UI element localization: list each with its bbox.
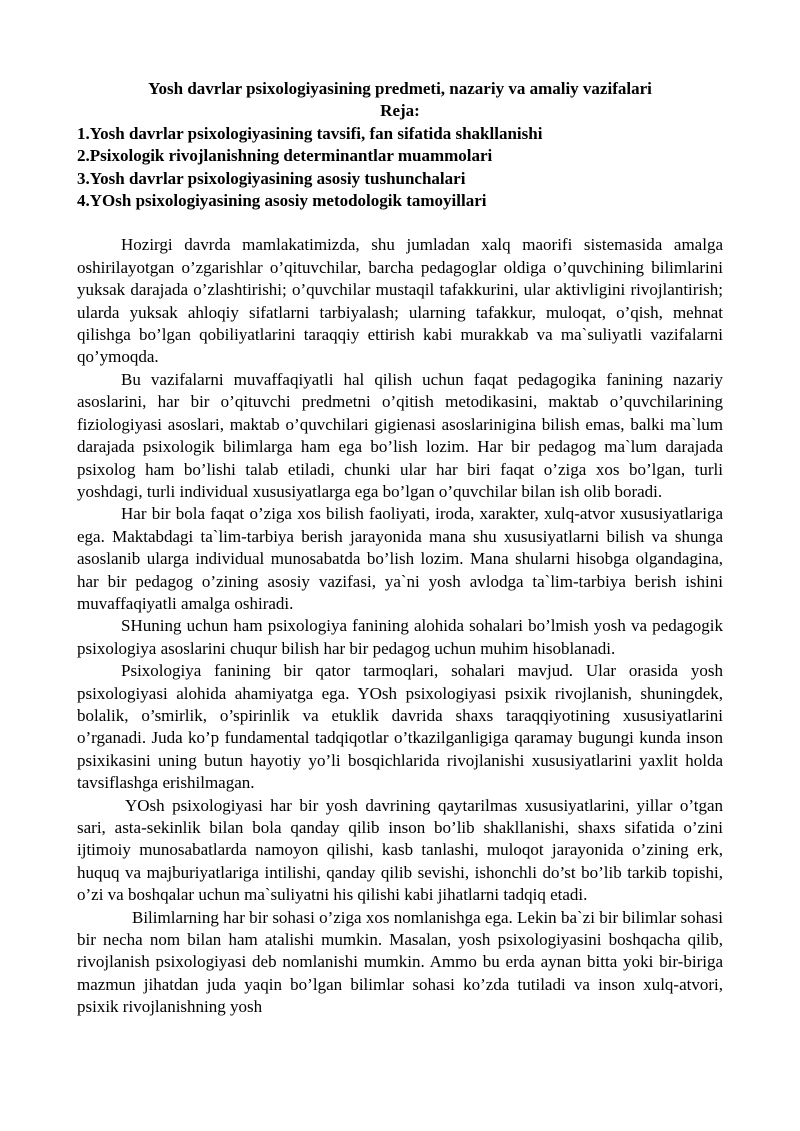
paragraph-7: Bilimlarning har bir sohasi o’ziga xos nomlanishga ega. Lekin ba`zi bir bilimlar sohasi bir necha nom bilan ham atalishi mumkin. Masalan, yosh psixologiyasini boshqacha qilib, rivojlanish psixologiyasi deb nomlanishi mumkin. Ammo bu erda aynan bitta yoki bir-biriga mazmun jihatdan juda yaqin bo’lgan bilimlar sohasi ko’zda tutiladi va inson xulq-atvori, psixik rivojlanishning yosh — [77, 907, 723, 1017]
document-title: Yosh davrlar psixologiyasining predmeti, nazariy va amaliy vazifalari — [148, 79, 652, 98]
paragraph-5: Psixologiya fanining bir qator tarmoqlari, sohalari mavjud. Ular orasida yosh psixologiyasi alohida ahamiyatga ega. YOsh psixologiyasi psixik rivojlanish, shuningdek, bolalik, o’smirlik, o’spirinlik va etuklik davrida shaxs taraqqiyotining xususiyatlarini o’rganadi. Juda ko’p fundamental tadqiqotlar o’tkazilganligiga qaramay bugungi kunda inson psixikasini uning butun hayotiy yo’li bosqichlarida rivojlanishi xususiyatlarini yaxlit holda tavsiflashga erishilmagan. — [77, 661, 723, 793]
paragraph-3: Har bir bola faqat o’ziga xos bilish faoliyati, iroda, xarakter, xulq-atvor xususiyatlariga ega. Maktabdagi ta`lim-tarbiya berish jarayonida mana shu xususiyatlarni bilish va shunga asoslanib ularga individual munosabatda bo’lish lozim. Mana shularni hisobga olgandagina, har bir pedagog o’zining asosiy vazifasi, ya`ni yosh avlodga ta`lim-tarbiya berish ishini muvaffaqiyatli amalga oshiradi. — [77, 504, 723, 613]
plan-item-2: 2.Psixologik rivojlanishning determinantlar muammolari — [77, 146, 493, 166]
paragraph-4: SHuning uchun ham psixologiya fanining alohida sohalari bo’lmish yosh va pedagogik psixologiya asoslarini chuqur bilish har bir pedagog uchun muhim hisoblanadi. — [77, 616, 723, 658]
plan-heading: Reja: — [380, 101, 420, 121]
plan-item-3: 3.Yosh davrlar psixologiyasining asosiy tushunchalari — [77, 168, 466, 188]
paragraph-2: Bu vazifalarni muvaffaqiyatli hal qilish uchun faqat pedagogika fanining nazariy asoslarini, har bir o’qituvchi predmetni o’qitish metodikasini, maktab o’quvchilarining fiziologiyasi asoslari, maktab o’quvchilari gigienasi asoslarinigina bilish emas, balki ma`lum darajada psixologik bilimlarga ham ega bo’lish lozim. Har bir pedagog ma`lum darajada psixolog ham bo’lishi talab etiladi, chunki ular har biri faqat o’ziga xos bo’lgan, turli yoshdagi, turli individual xususiyatlarga ega bo’lgan o’quvchilar bilan ish olib boradi. — [77, 369, 723, 501]
spacer — [77, 212, 723, 234]
plan-item-4: 4.YOsh psixologiyasining asosiy metodologik tamoyillari — [77, 191, 487, 211]
paragraph-6: YOsh psixologiyasi har bir yosh davrining qaytarilmas xususiyatlarini, yillar o’tgan sari, asta-sekinlik bilan bola qanday qilib inson bo’lib shakllanishi, shaxs sifatida o’zini ijtimoiy munosabatlarda namoyon qilishi, kasb tanlashi, muloqot jarayonida o’zining erk, huquq va majburiyatlariga intilishi, qanday qilib sevishi, ishonchli do’st bo’lib tarkib topishi, o’zi va boshqalar uchun ma`suliyatni his qilishi kabi jihatlarni tadqiq etadi. — [77, 795, 723, 905]
plan-item-1: 1.Yosh davrlar psixologiyasining tavsifi, fan sifatida shakllanishi — [77, 123, 543, 143]
paragraph-1: Hozirgi davrda mamlakatimizda, shu jumladan xalq maorifi sistemasida amalga oshirilayotgan o’zgarishlar o’qituvchilar, barcha pedagoglar oldiga o’quvchining bilimlarini yuksak darajada o’zlashtirishi; o’quvchilar mustaqil tafakkurini, ular aktivligini rivojlantirish; ularda yuksak ahloqiy sifatlarni tarbiyalash; ularning tafakkur, muloqat, o’qish, mehnat qilishga bo’lgan qobiliyatlarini taraqqiy ettirish kabi murakkab va ma`suliyatli vazifalarni qo’ymoqda. — [77, 235, 723, 367]
document-page — [77, 78, 723, 1019]
